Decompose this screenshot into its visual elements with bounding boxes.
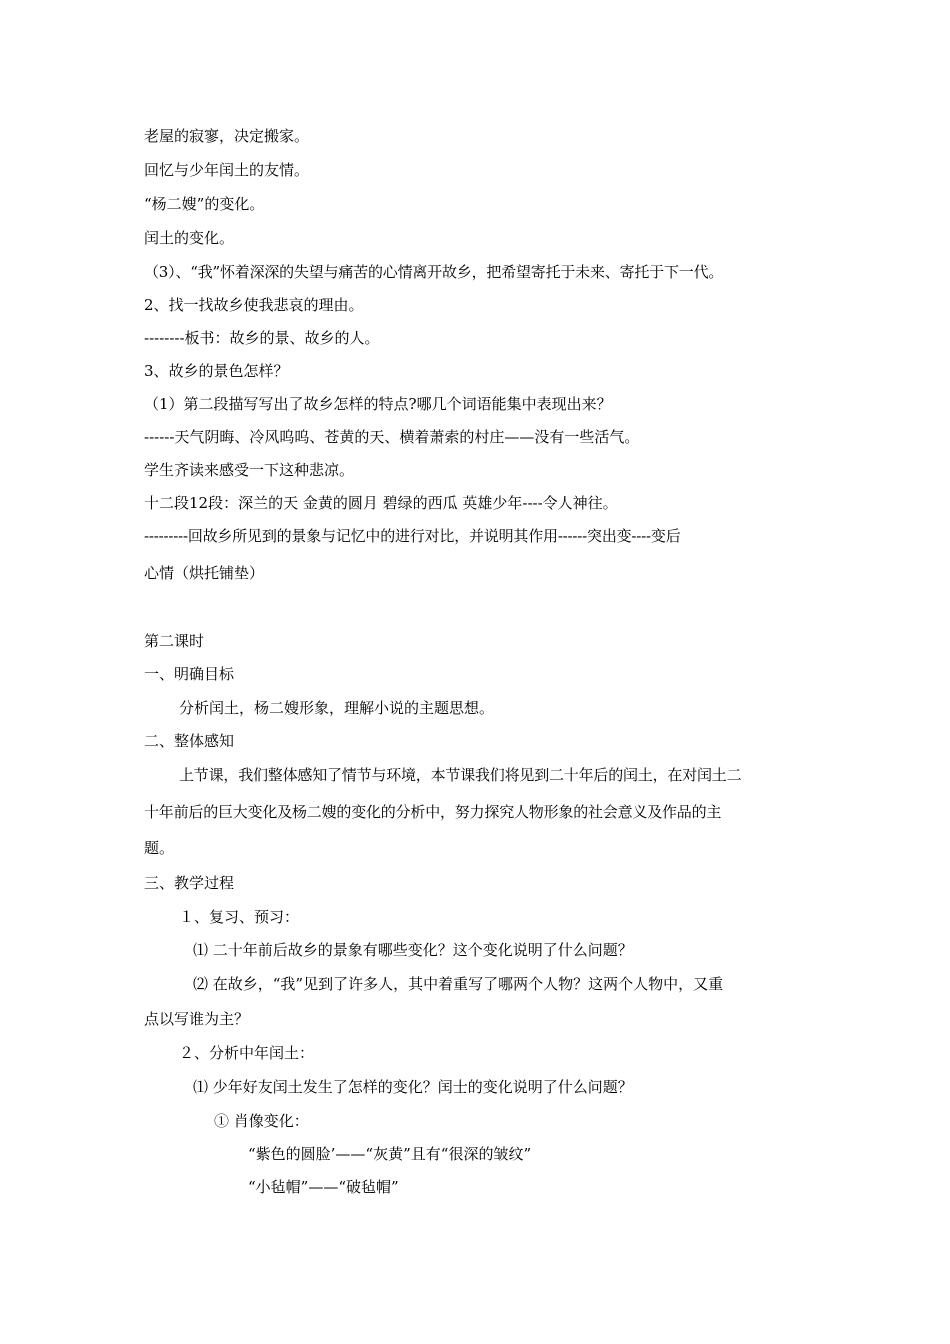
text-line-11: 学生齐读来感受一下这种悲凉。 [144, 461, 355, 479]
text-line-objectives: 分析闰土，杨二嫂形象，理解小说的主题思想。 [179, 699, 495, 717]
text-line-12: 十二段12段：深兰的天 金黄的圆月 碧绿的西瓜 英雄少年----令人神往。 [144, 494, 618, 512]
text-line-10: ------天气阴晦、冷风呜呜、苍黄的天、横着萧索的村庄——没有一些活气。 [144, 428, 640, 446]
section-heading-second-lesson: 第二课时 [144, 632, 205, 650]
text-line-13: ---------回故乡所见到的景象与记忆中的进行对比，并说明其作用------突出变----变后 [144, 527, 681, 545]
text-line-portrait-1: “紫色的圆脸’——“灰黄”且有“很深的皱纹” [248, 1145, 532, 1163]
text-line-9: （1）第二段描写写出了故乡怎样的特点?哪几个词语能集中表现出来？ [144, 395, 612, 413]
text-line-overall-2: 十年前后的巨大变化及杨二嫂的变化的分析中，努力探究人物形象的社会意义及作品的主 [144, 803, 722, 821]
text-line-analysis-q1: ⑴ 少年好友闰土发生了怎样的变化？闰士的变化说明了什么问题？ [193, 1078, 633, 1096]
section-heading-overall: 二、整体感知 [144, 732, 235, 750]
text-line-1: 老屋的寂寥，决定搬家。 [144, 127, 310, 145]
text-line-review: １、复习、预习： [179, 908, 300, 926]
text-line-portrait-change: ① 肖像变化： [214, 1112, 309, 1130]
text-line-portrait-2: “小毡帽”——“破毡帽” [248, 1178, 399, 1196]
text-line-8: 3、故乡的景色怎样？ [144, 362, 289, 380]
text-line-14: 心情（烘托铺垫） [144, 564, 265, 582]
text-line-7: --------板书：故乡的景、故乡的人。 [144, 329, 380, 347]
text-line-overall-1: 上节课，我们整体感知了情节与环境，本节课我们将见到二十年后的闰土，在对闰土二 [179, 766, 742, 784]
text-line-overall-3: 题。 [144, 839, 175, 857]
text-line-3: “杨二嫂”的变化。 [144, 195, 265, 213]
text-line-2: 回忆与少年闰土的友情。 [144, 161, 310, 179]
text-line-5: （3）、“我”怀着深深的失望与痛苦的心情离开故乡，把希望寄托于未来、寄托于下一代。 [144, 263, 724, 281]
text-line-analysis: ２、分析中年闰土： [179, 1044, 315, 1062]
section-heading-objectives: 一、明确目标 [144, 665, 235, 683]
section-heading-process: 三、教学过程 [144, 874, 235, 892]
text-line-4: 闰土的变化。 [144, 229, 235, 247]
text-line-review-q2: ⑵ 在故乡，“我”见到了许多人，其中着重写了哪两个人物？这两个人物中，又重 [193, 975, 724, 993]
text-line-6: 2、找一找故乡使我悲哀的理由。 [144, 296, 364, 314]
text-line-review-q2-cont: 点以写谁为主？ [144, 1010, 250, 1028]
text-line-review-q1: ⑴ 二十年前后故乡的景象有哪些变化？这个变化说明了什么问题？ [193, 941, 633, 959]
